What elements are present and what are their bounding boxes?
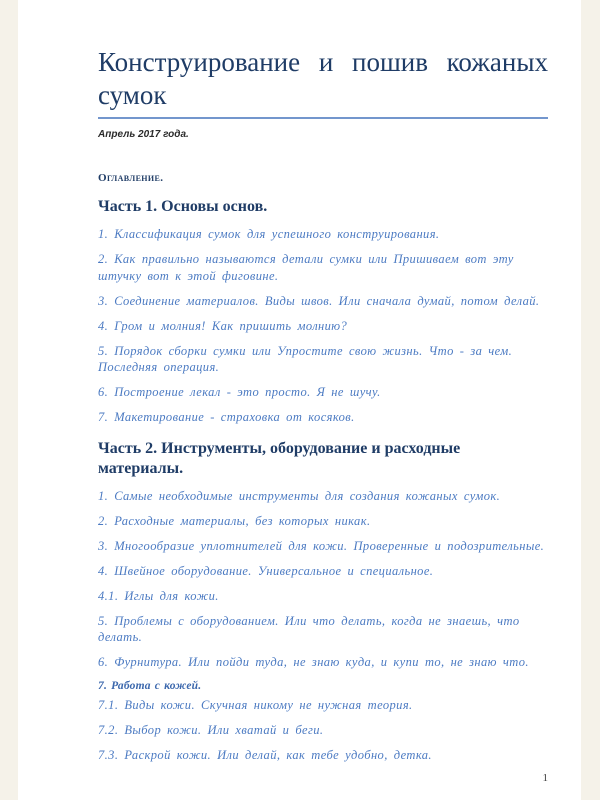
toc-item-subsection-header: 7. Работа с кожей. bbox=[98, 680, 202, 692]
toc-heading: Оглавление. bbox=[98, 172, 164, 184]
toc-item: 1. Классификация сумок для успешного конструирования. bbox=[98, 227, 440, 241]
document-date: Апрель 2017 года. bbox=[98, 129, 189, 140]
toc-item: 7. Макетирование - страховка от косяков. bbox=[98, 410, 355, 424]
toc-item: 4. Швейное оборудование. Универсальное и специальное. bbox=[98, 563, 434, 578]
toc-item: 7.1. Виды кожи. Скучная никому не нужная теория. bbox=[98, 698, 413, 712]
toc-item: 7.2. Выбор кожи. Или хватай и беги. bbox=[98, 723, 324, 737]
toc-item: 5. Проблемы с оборудованием. Или что делать, когда не знаешь, что делать. bbox=[98, 613, 520, 644]
page-number: 1 bbox=[542, 772, 548, 784]
page-content bbox=[18, 0, 581, 784]
toc-item: 2. Расходные материалы, без которых никак. bbox=[98, 513, 371, 528]
toc-item: 4. Гром и молния! Как пришить молнию? bbox=[98, 318, 348, 333]
toc-item: 3. Соединение материалов. Виды швов. Или сначала думай, потом делай. bbox=[98, 293, 540, 308]
document-title: Конструирование и пошив кожаных сумок bbox=[98, 46, 548, 119]
document-page bbox=[18, 0, 581, 800]
toc-item: 4.1. Иглы для кожи. bbox=[98, 588, 219, 603]
section-1-heading: Часть 1. Основы основ. bbox=[98, 198, 268, 215]
toc-item: 6. Построение лекал - это просто. Я не шучу. bbox=[98, 385, 381, 399]
toc-item: 2. Как правильно называются детали сумки или Пришиваем вот эту штучку вот к этой фиговине. bbox=[98, 252, 514, 283]
toc-item: 3. Многообразие уплотнителей для кожи. Проверенные и подозрительные. bbox=[98, 538, 545, 553]
section-2-heading: Часть 2. Инструменты, оборудование и расходные материалы. bbox=[98, 439, 461, 477]
toc-item: 1. Самые необходимые инструменты для создания кожаных сумок. bbox=[98, 488, 501, 503]
toc-item: 6. Фурнитура. Или пойди туда, не знаю куда, и купи то, не знаю что. bbox=[98, 655, 529, 669]
toc-item: 5. Порядок сборки сумки или Упростите свою жизнь. Что - за чем. Последняя операция. bbox=[98, 343, 513, 374]
toc-item: 7.3. Раскрой кожи. Или делай, как тебе удобно, детка. bbox=[98, 748, 432, 762]
